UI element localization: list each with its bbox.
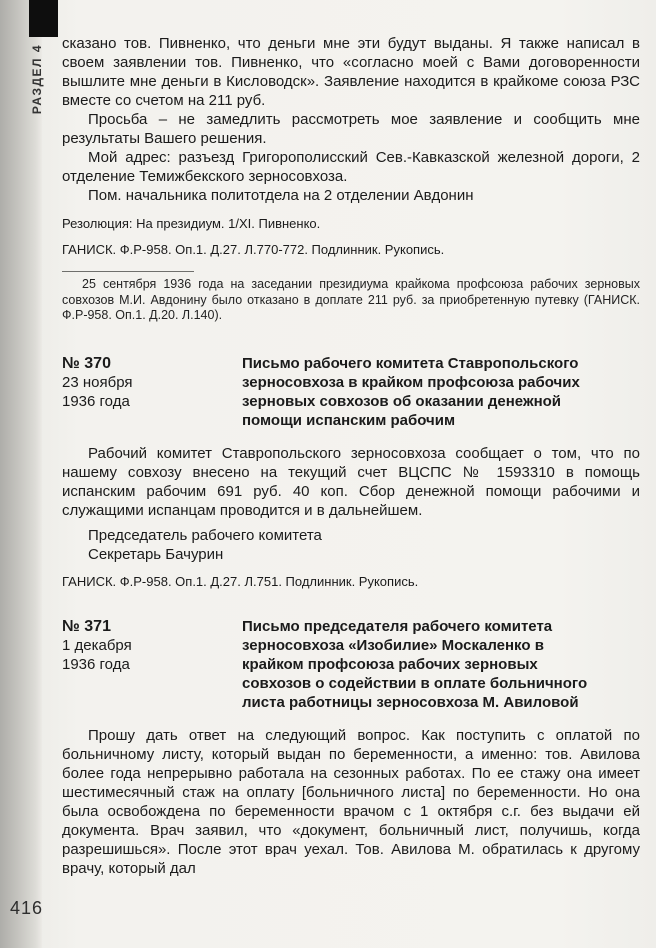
archive-reference-2: ГАНИСК. Ф.Р-958. Оп.1. Д.27. Л.751. Подлинник. Рукопись.	[62, 573, 419, 589]
page-number: 416	[10, 898, 44, 918]
doc-371-number: № 371	[62, 617, 111, 635]
doc-371-header	[62, 617, 640, 712]
footnote-separator	[62, 271, 194, 272]
doc-370-date-line2: 1936 года	[62, 392, 130, 410]
left-margin-band	[0, 0, 42, 948]
section-label: РАЗДЕЛ 4	[30, 44, 44, 115]
intro-paragraph-2: Просьба – не замедлить рассмотреть мое заявление и сообщить мне результаты Вашего решения.	[62, 111, 640, 147]
intro-paragraph-3: Мой адрес: разъезд Григорополисский Сев.-Кавказской железной дороги, 2 отделение Темижбекского зерносовхоза.	[62, 149, 640, 185]
archive-reference-1: ГАНИСК. Ф.Р-958. Оп.1. Д.27. Л.770-772. Подлинник. Рукопись.	[62, 242, 445, 257]
doc-370-number: № 370	[62, 354, 111, 372]
doc-371-meta	[62, 617, 242, 712]
doc-370-body: Рабочий комитет Ставропольского зерносовхоза сообщает о том, что по нашему совхозу внесено на текущий счет ВЦСПС № 1593310 в помощь испанским рабочим 691 руб. 40 коп. Сбор денежной помощи рабочими и служащими испанцам проводится и в дальнейшем.	[62, 444, 640, 519]
doc-370-header	[62, 354, 640, 430]
intro-paragraph-4: Пом. начальника политотдела на 2 отделении Авдонин	[88, 187, 474, 204]
doc-371-title: Письмо председателя рабочего комитета зерносовхоза «Изобилие» Москаленко в крайком профсоюза рабочих зерновых совхозов о содействии в оплате больничного листа работницы зерносовхоза М. Авиловой	[242, 617, 588, 711]
doc-371-date-line1: 1 декабря	[62, 636, 132, 654]
resolution-note: Резолюция: На президиум. 1/XI. Пивненко.	[62, 216, 321, 231]
doc-370-date-line1: 23 ноября	[62, 373, 133, 391]
doc-370-signature-2: Секретарь Бачурин	[88, 545, 224, 563]
doc-370-signature-1: Председатель рабочего комитета	[88, 526, 322, 544]
doc-370-meta	[62, 354, 242, 430]
doc-371-date-line2: 1936 года	[62, 655, 130, 673]
page-content	[62, 34, 640, 878]
section-corner-marker	[29, 0, 58, 37]
doc-370-title: Письмо рабочего комитета Ставропольского зерносовхоза в крайком профсоюза рабочих зерновых совхозов об оказании денежной помощи испанским рабочим	[242, 354, 580, 429]
doc-371-body: Прошу дать ответ на следующий вопрос. Как поступить с оплатой по больничному листу, который выдан по беременности, а именно: тов. Авилова более года непрерывно работала на сезонных работах. По ее стажу она имеет шестимесячный стаж на оплату [больничного листа] по беременности. Но она была освобождена по беременности врачом с 1 октября с.г. без выдачи ей документа. Врач заявил, что «документ, больничный лист, получишь, когда разрешишься». После этот врач уехал. Тов. Авилова М. обратилась к другому врачу, который дал	[62, 726, 640, 877]
footnote-text: 25 сентября 1936 года на заседании президиума крайкома профсоюза рабочих зерновых совхозов М.И. Авдонину было отказано в доплате 211 руб. за приобретенную путевку (ГАНИСК. Ф.Р-958. Оп.1. Д.20. Л.140).	[62, 277, 640, 323]
intro-paragraph-1: сказано тов. Пивненко, что деньги мне эти будут выданы. Я также написал в своем заявлении тов. Пивненко, что «согласно моей с Вами договоренности вышлите мне деньги в Кисловодск». Заявление находится в крайкоме союза РЗС вместе со счетом на 211 руб.	[62, 35, 640, 109]
